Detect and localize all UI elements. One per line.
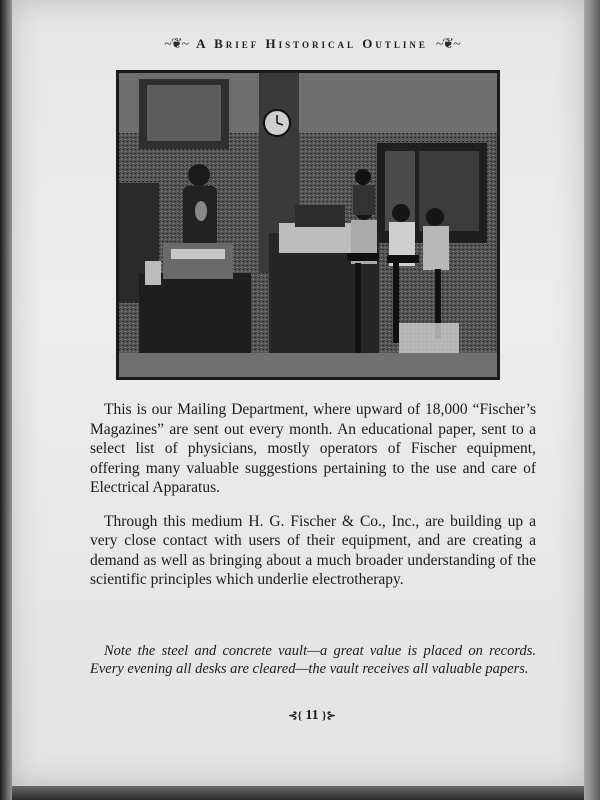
photo-illustration	[119, 73, 497, 377]
page-bottom-shadow	[12, 786, 584, 800]
folio-ornament-right-icon: }⊱	[322, 710, 336, 722]
paragraph-mailing-department: This is our Mailing Department, where upward of 18,000 “Fischer’s Magazines” are sent out every month. An educational paper, sent to a select list of physicians, mostly operators of Fischer equipment, offering many valuable suggestions pertaining to the use and care of Electrical Apparatus.	[90, 401, 536, 496]
page-number: 11	[305, 708, 319, 723]
folio-ornament-left-icon: ⊰{	[288, 710, 302, 722]
italic-note	[90, 642, 536, 678]
header-ornament-right-icon: ~❦~	[435, 36, 460, 52]
vault-note-text: Note the steel and concrete vault—a great value is placed on records. Every evening all desks are cleared—the vault receives all valuable papers.	[90, 643, 536, 677]
running-head-title: A Brief Historical Outline	[196, 36, 428, 51]
running-header	[82, 34, 542, 54]
mailing-department-photo	[116, 70, 500, 380]
paragraph-fischer-medium: Through this medium H. G. Fischer & Co., Inc., are building up a very close contact with users of their equipment, and are creating a demand as well as bringing about a much broader understanding of the scientific principles which underlie electrotherapy.	[90, 512, 536, 588]
book-page	[12, 0, 584, 786]
page-folio	[262, 708, 362, 724]
header-ornament-left-icon: ~❦~	[164, 36, 189, 52]
body-text	[90, 400, 536, 604]
